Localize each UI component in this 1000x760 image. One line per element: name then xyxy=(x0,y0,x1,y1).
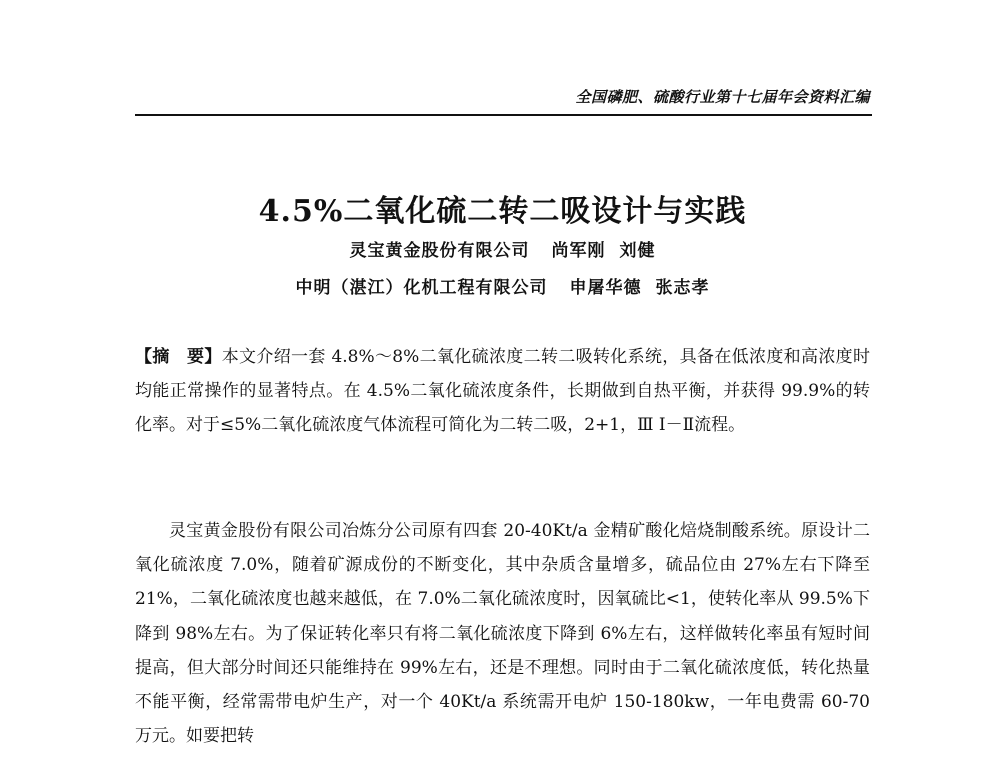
running-header: 全国磷肥、硫酸行业第十七届年会资料汇编 xyxy=(575,88,870,106)
abstract-text: 本文介绍一套 4.8%～8%二氧化硫浓度二转二吸转化系统，具备在低浓度和高浓度时均能正常操作的显著特点。在 4.5%二氧化硫浓度条件，长期做到自热平衡，并获得 99.9%的转化率。对于≤5%二氧化硫浓度气体流程可简化为二转二吸，2+1，Ⅲ Ⅰ－Ⅱ流程。 xyxy=(135,347,871,435)
author-name: 张志孝 xyxy=(655,278,710,298)
author-name: 刘健 xyxy=(619,241,656,261)
header-rule xyxy=(135,114,872,116)
author-org: 灵宝黄金股份有限公司 xyxy=(349,241,530,261)
author-name: 尚军刚 xyxy=(551,241,606,261)
article-title: 4.5%二氧化硫二转二吸设计与实践 xyxy=(258,194,747,229)
author-org: 中明（湛江）化机工程有限公司 xyxy=(295,278,548,298)
abstract xyxy=(135,340,870,442)
abstract-label: 【摘 要】 xyxy=(135,347,222,367)
author-name: 申屠华德 xyxy=(569,278,642,298)
body-paragraph: 灵宝黄金股份有限公司冶炼分公司原有四套 20-40Kt/a 金精矿酸化焙烧制酸系统。原设计二氧化硫浓度 7.0%，随着矿源成份的不断变化，其中杂质含量增多，硫品位由 27%左右下降至 21%，二氧化硫浓度也越来越低，在 7.0%二氧化硫浓度时，因氧硫比<1，使转化率从 99.5%下降到 98%左右。为了保证转化率只有将二氧化硫浓度下降到 6%左右，这样做转化率虽有短时间提高，但大部分时间还只能维持在 99%左右，还是不理想。同时由于二氧化硫浓度低，转化热量不能平衡，经常需带电炉生产，对一个 40Kt/a 系统需开电炉 150-180kw，一年电费需 60-70 万元。如要把转 xyxy=(135,521,870,747)
author-line-1 xyxy=(135,236,870,261)
author-line-2 xyxy=(135,273,870,298)
